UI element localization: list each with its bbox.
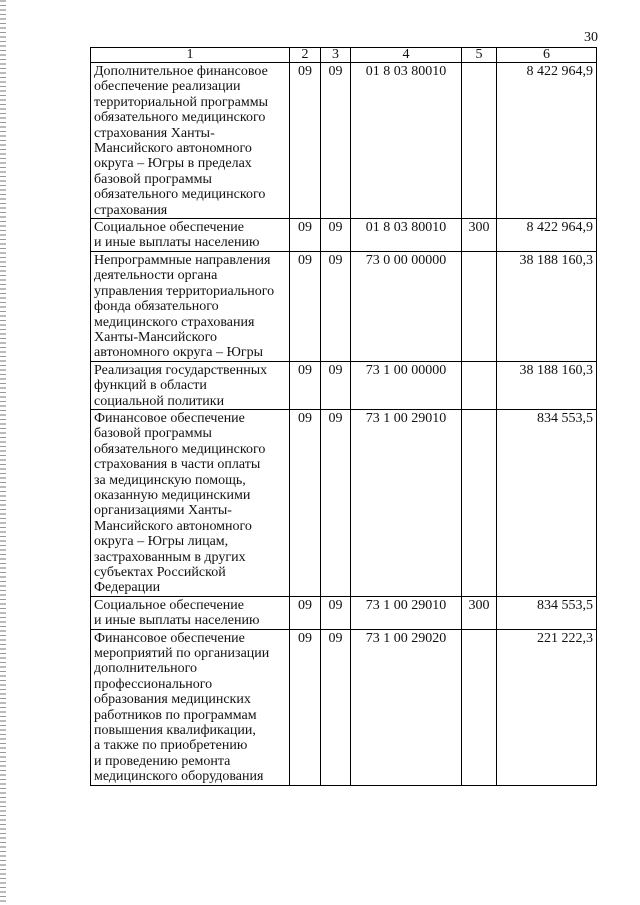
section-code: 09 [290,361,321,409]
item-name-line: округа – Югры лицам, [94,534,229,550]
item-name-line: организациями Ханты- [94,503,232,519]
item-name-line: территориальной программы [94,94,269,110]
table-row [91,219,597,252]
subsection-code: 09 [321,219,351,252]
item-name-line: и иные выплаты населению [94,235,260,251]
column-header: 2 [290,48,321,63]
target-article-code: 73 1 00 29010 [351,596,462,629]
subsection-code: 09 [321,361,351,409]
item-name-line: Мансийского автономного [94,141,252,157]
amount: 8 422 964,9 [497,219,597,252]
item-name-line: фонда обязательного [94,299,219,315]
item-name-line: Социальное обеспечение [94,597,244,613]
item-name-line: Финансовое обеспечение [94,410,245,426]
section-code: 09 [290,596,321,629]
item-name-line: повышения квалификации, [94,723,256,739]
item-name-line: мероприятий по организации [94,646,270,662]
item-name [91,409,290,596]
expense-type-code [462,251,497,361]
item-name-line: страхования в части оплаты [94,457,261,473]
item-name-line: Реализация государственных [94,362,268,378]
subsection-code: 09 [321,251,351,361]
column-header: 3 [321,48,351,63]
item-name-line: обязательного медицинского [94,441,266,457]
item-name-line: Мансийского автономного [94,518,252,534]
section-code: 09 [290,251,321,361]
item-name-line: медицинского страхования [94,314,255,330]
amount: 8 422 964,9 [497,63,597,219]
section-code: 09 [290,219,321,252]
item-name-line: Федерации [94,580,161,596]
item-name-line: работников по программам [94,707,257,723]
header-row [91,48,597,63]
item-name-line: и иные выплаты населению [94,613,260,629]
item-name-line: Финансовое обеспечение [94,630,245,646]
item-name-line: а также по приобретению [94,738,248,754]
section-code: 09 [290,409,321,596]
subsection-code: 09 [321,63,351,219]
item-name-line: деятельности органа [94,268,218,284]
subsection-code: 09 [321,409,351,596]
expense-type-code [462,629,497,785]
expense-type-code [462,63,497,219]
table-row [91,629,597,785]
item-name [91,596,290,629]
item-name [91,251,290,361]
column-header: 1 [91,48,290,63]
item-name-line: Ханты-Мансийского [94,329,218,345]
amount: 38 188 160,3 [497,361,597,409]
item-name-line: и проведению ремонта [94,753,231,769]
subsection-code: 09 [321,629,351,785]
item-name-line: образования медицинских [94,692,251,708]
section-code: 09 [290,629,321,785]
column-header: 6 [497,48,597,63]
item-name-line: округа – Югры в пределах [94,156,252,172]
item-name-line: обязательного медицинского [94,187,266,203]
item-name-line: медицинского оборудования [94,769,264,785]
item-name-line: за медицинскую помощь, [94,472,246,488]
item-name-line: профессионального [94,676,213,692]
item-name-line: социальной политики [94,393,225,409]
target-article-code: 73 1 00 00000 [351,361,462,409]
target-article-code: 73 1 00 29010 [351,409,462,596]
item-name [91,361,290,409]
target-article-code: 73 1 00 29020 [351,629,462,785]
column-header: 4 [351,48,462,63]
item-name-line: базовой программы [94,171,212,187]
item-name [91,629,290,785]
item-name-line: управления территориального [94,283,275,299]
target-article-code: 01 8 03 80010 [351,63,462,219]
subsection-code: 09 [321,596,351,629]
target-article-code: 73 0 00 00000 [351,251,462,361]
budget-table [90,47,597,786]
item-name-line: обеспечение реализации [94,79,241,95]
section-code: 09 [290,63,321,219]
expense-type-code: 300 [462,596,497,629]
scan-edge [0,0,6,905]
item-name-line: Дополнительное финансовое [94,64,268,79]
amount: 834 553,5 [497,409,597,596]
expense-type-code [462,361,497,409]
item-name-line: Непрограммные направления [94,252,271,268]
item-name-line: страхования Ханты- [94,125,215,141]
page-number: 30 [584,30,598,45]
item-name-line: обязательного медицинского [94,110,266,126]
item-name-line: страхования [94,202,168,218]
table-row [91,361,597,409]
column-header: 5 [462,48,497,63]
table-row [91,251,597,361]
item-name-line: Социальное обеспечение [94,220,244,236]
item-name-line: автономного округа – Югры [94,345,263,361]
target-article-code: 01 8 03 80010 [351,219,462,252]
table-row [91,596,597,629]
item-name-line: дополнительного [94,661,197,677]
item-name [91,219,290,252]
item-name-line: оказанную медицинскими [94,487,251,503]
expense-type-code [462,409,497,596]
table-row [91,63,597,219]
amount: 834 553,5 [497,596,597,629]
amount: 221 222,3 [497,629,597,785]
expense-type-code: 300 [462,219,497,252]
item-name-line: застрахованным в других [94,549,246,565]
table-row [91,409,597,596]
item-name-line: субъектах Российской [94,565,226,580]
item-name-line: базовой программы [94,426,212,442]
amount: 38 188 160,3 [497,251,597,361]
item-name-line: функций в области [94,378,207,394]
item-name [91,63,290,219]
